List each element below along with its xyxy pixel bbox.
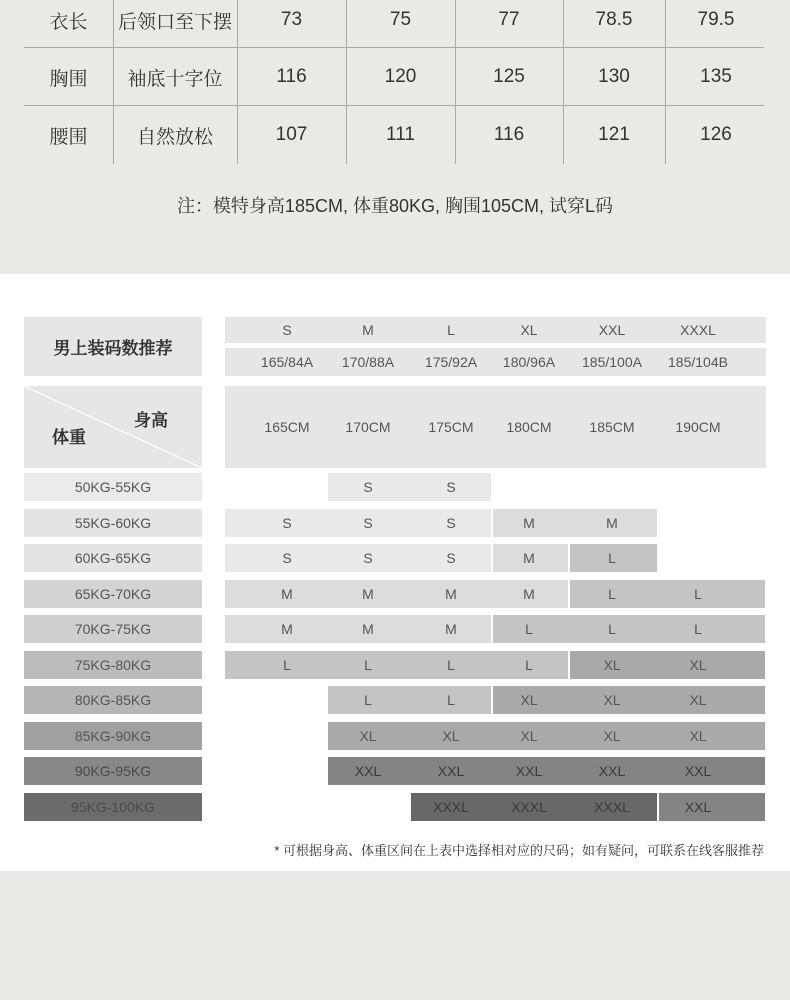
diagonal-line: [24, 386, 202, 468]
measure-value: 75: [389, 9, 412, 30]
size-cell: L: [525, 621, 533, 637]
size-code: 170/88A: [341, 354, 395, 370]
weight-label: 75KG-80KG: [24, 651, 202, 679]
size-cell: XXXL: [594, 799, 630, 815]
height-label: 180CM: [506, 419, 552, 435]
height-label: 170CM: [345, 419, 391, 435]
size-cell: XL: [689, 657, 707, 673]
size-cell: XL: [442, 728, 460, 744]
corner-header: [24, 386, 202, 468]
size-cell: M: [445, 586, 457, 602]
size-cell: M: [523, 550, 535, 566]
size-cell: S: [363, 479, 373, 495]
size-cell: M: [523, 515, 535, 531]
weight-label: 80KG-85KG: [24, 686, 202, 714]
size-cell: M: [362, 586, 374, 602]
size-cell: S: [282, 515, 292, 531]
size-cell: M: [281, 586, 293, 602]
measure-method: 后领口至下摆: [117, 11, 232, 33]
size-cell: L: [694, 586, 702, 602]
height-label: 175CM: [428, 419, 474, 435]
size-cell: XXL: [437, 763, 465, 779]
size-cell: XL: [359, 728, 377, 744]
measure-method: 袖底十字位: [127, 68, 223, 90]
size-cell: XL: [603, 692, 621, 708]
size-code: 175/92A: [424, 354, 478, 370]
weight-axis-label: 体重: [52, 428, 86, 447]
weight-label: 55KG-60KG: [24, 509, 202, 537]
weight-label: 70KG-75KG: [24, 615, 202, 643]
chart-title: 男上装码数推荐: [24, 317, 202, 376]
size-cell: L: [694, 621, 702, 637]
weight-label: 65KG-70KG: [24, 580, 202, 608]
measure-value: 130: [598, 66, 630, 87]
size-cell: XXL: [515, 763, 543, 779]
measure-value: 125: [493, 66, 525, 87]
size-label: XXXL: [680, 322, 716, 338]
weight-label: 85KG-90KG: [24, 722, 202, 750]
measure-value: 111: [386, 124, 415, 145]
measure-value: 135: [700, 66, 732, 87]
size-label: XL: [520, 322, 538, 338]
height-axis-label: 身高: [134, 411, 168, 430]
size-cell: S: [446, 479, 456, 495]
size-code: 185/104B: [668, 354, 728, 370]
size-cell: L: [364, 657, 372, 673]
weight-label: 90KG-95KG: [24, 757, 202, 785]
measure-method: 自然放松: [136, 126, 213, 148]
measure-name: 腰围: [49, 126, 88, 148]
weight-label: 95KG-100KG: [24, 793, 202, 821]
size-cell: S: [446, 515, 456, 531]
size-cell: L: [608, 586, 616, 602]
size-cell: M: [362, 621, 374, 637]
size-cell: XXXL: [511, 799, 547, 815]
size-cell: XXXL: [433, 799, 469, 815]
size-cell: M: [281, 621, 293, 637]
weight-label: 60KG-65KG: [24, 544, 202, 572]
size-code: 185/100A: [582, 354, 642, 370]
size-code: 180/96A: [502, 354, 556, 370]
size-cell: XL: [689, 728, 707, 744]
height-label: 190CM: [675, 419, 721, 435]
size-cell: L: [447, 657, 455, 673]
size-cell: M: [606, 515, 618, 531]
size-cell: L: [608, 621, 616, 637]
size-cell: M: [445, 621, 457, 637]
size-recommendation-section: [0, 274, 790, 871]
measure-value: 79.5: [697, 9, 735, 30]
measure-value: 116: [276, 66, 307, 87]
measurement-section: [0, 0, 790, 274]
measure-value: 77: [498, 9, 520, 30]
size-cell: XL: [520, 692, 538, 708]
measure-name: 衣长: [49, 11, 88, 33]
measure-value: 121: [598, 124, 630, 145]
size-cell: L: [283, 657, 291, 673]
recommendation-footnote: * 可根据身高、体重区间在上表中选择相对应的尺码；如有疑问，可联系在线客服推荐: [274, 843, 764, 858]
measure-value: 107: [275, 124, 308, 145]
size-cell: S: [363, 550, 373, 566]
height-label: 185CM: [589, 419, 635, 435]
measure-value: 126: [700, 124, 732, 145]
size-cell: XXL: [684, 799, 712, 815]
size-label: M: [362, 322, 374, 338]
size-code: 165/84A: [260, 354, 314, 370]
size-cell: XXL: [354, 763, 382, 779]
size-cell: S: [363, 515, 373, 531]
size-cell: S: [446, 550, 456, 566]
size-cell: L: [447, 692, 455, 708]
measure-name: 胸围: [49, 68, 88, 90]
size-label: XXL: [598, 322, 626, 338]
bottom-spacer: [0, 871, 790, 1000]
model-note: 注：模特身高185CM, 体重80KG, 胸围105CM, 试穿L码: [176, 196, 614, 216]
size-cell: S: [282, 550, 292, 566]
size-cell: L: [364, 692, 372, 708]
size-cell: L: [608, 550, 616, 566]
measure-value: 73: [280, 9, 303, 30]
height-label: 165CM: [264, 419, 310, 435]
size-cell: XXL: [684, 763, 712, 779]
size-cell: M: [523, 586, 535, 602]
measure-value: 120: [384, 66, 417, 87]
measure-value: 116: [493, 124, 525, 145]
size-cell: XXL: [598, 763, 626, 779]
weight-label: 50KG-55KG: [24, 473, 202, 501]
size-cell: XL: [520, 728, 538, 744]
measure-value: 78.5: [595, 9, 633, 30]
size-cell: XL: [689, 692, 707, 708]
size-label: L: [447, 322, 455, 338]
size-label: S: [282, 322, 292, 338]
size-cell: L: [525, 657, 533, 673]
size-cell: XL: [603, 728, 621, 744]
size-cell: XL: [603, 657, 621, 673]
